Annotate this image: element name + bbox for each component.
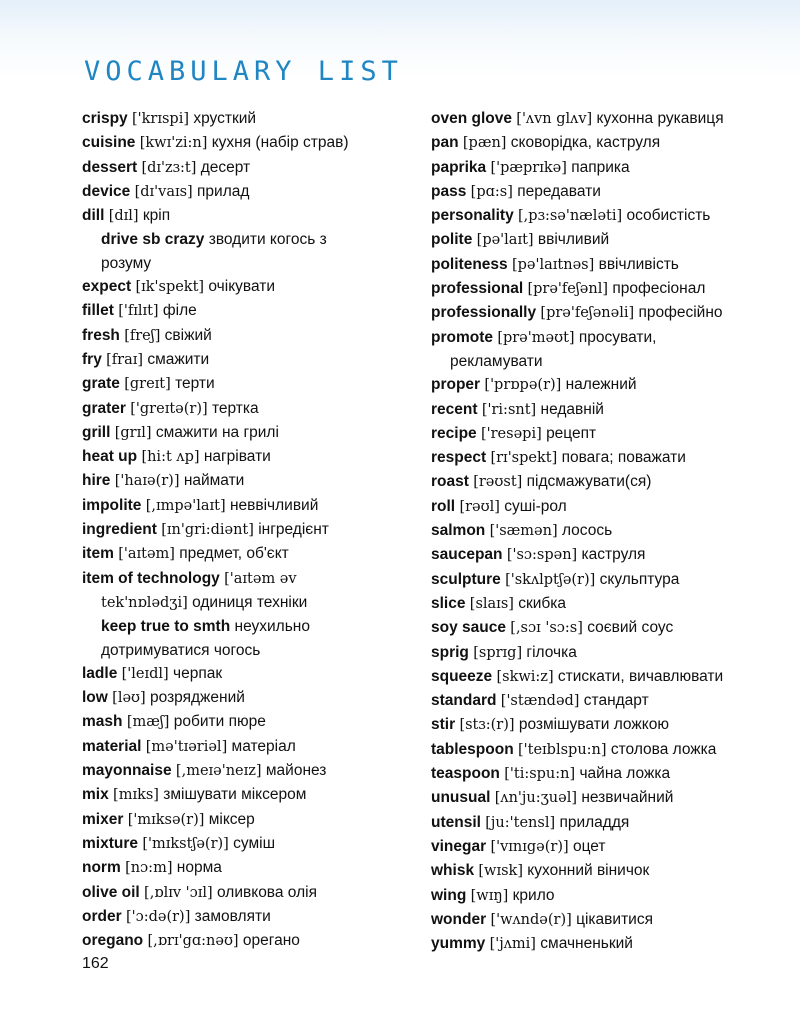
vocab-entry (431, 470, 791, 494)
vocab-translation: сковорідка, каструля (510, 134, 661, 152)
vocab-transcription: [ɪk'spekt] (135, 279, 205, 296)
vocab-word: wing (431, 886, 467, 904)
vocab-word: professional (431, 280, 524, 298)
vocab-translation: оцет (572, 837, 606, 855)
vocab-word: device (82, 182, 131, 200)
vocab-transcription: [wɪŋ] (470, 887, 509, 904)
vocab-entry (431, 786, 791, 810)
vocab-word: respect (431, 449, 487, 467)
vocab-word: recent (431, 400, 478, 418)
vocab-translation: рекламувати (450, 352, 543, 370)
vocab-word: heat up (82, 448, 138, 466)
vocab-translation: прилад (197, 182, 250, 200)
vocab-entry (82, 808, 400, 832)
vocab-entry (431, 835, 791, 859)
vocab-transcription: [,ɒlɪv 'ɔɪl] (144, 884, 213, 901)
vocab-entry (431, 932, 791, 956)
vocab-entry (431, 859, 791, 883)
vocab-entry (431, 543, 791, 567)
vocab-translation: столова ложка (610, 740, 717, 758)
vocab-entry (82, 156, 400, 180)
vocab-entry (431, 422, 791, 446)
vocab-transcription: ['ti:spu:n] (504, 766, 576, 783)
vocab-translation: повага; поважати (561, 449, 686, 467)
vocab-translation: майонез (265, 762, 327, 780)
vocab-translation: змішувати міксером (163, 786, 307, 804)
vocab-word: paprika (431, 158, 487, 176)
vocab-entry (82, 372, 400, 396)
vocab-word: fresh (82, 326, 120, 344)
vocab-entry (82, 228, 400, 251)
vocab-transcription: [mæʃ] (126, 714, 170, 731)
vocab-entry (82, 662, 400, 686)
vocab-translation: терти (175, 375, 215, 393)
vocab-transcription: [ju:'tensl] (485, 814, 556, 831)
vocab-translation: філе (162, 302, 197, 320)
vocab-word: saucepan (431, 546, 503, 564)
vocab-entry (431, 398, 791, 422)
vocab-transcription: ['sɔ:spən] (506, 547, 578, 564)
vocab-translation: норма (176, 859, 222, 877)
vocab-entry (431, 689, 791, 713)
vocab-word: fillet (82, 302, 114, 320)
vocab-word: professionally (431, 304, 537, 322)
vocab-translation: смажити на грилі (155, 423, 279, 441)
vocab-translation: професіонал (612, 280, 706, 298)
vocab-word: vinegar (431, 837, 487, 855)
vocab-transcription: [,pɜ:sə'næləti] (518, 208, 623, 225)
vocab-translation: черпак (173, 664, 223, 682)
vocab-transcription: [pɑ:s] (470, 183, 513, 200)
vocab-transcription: [dɪ'vaɪs] (134, 183, 193, 200)
vocab-word: drive sb crazy (101, 231, 205, 249)
vocab-entry (82, 567, 400, 591)
vocab-entry (82, 710, 400, 734)
vocab-entry (431, 204, 791, 228)
vocab-transcription: [stɜ:(r)] (459, 717, 515, 734)
vocab-transcription: [dɪl] (108, 208, 139, 225)
vocab-translation: робити пюре (173, 713, 266, 731)
vocab-translation: лосось (561, 522, 613, 540)
vocabulary-column-right (431, 107, 791, 956)
vocab-word: proper (431, 376, 481, 394)
vocab-entry (431, 131, 791, 155)
vocab-word: slice (431, 594, 466, 612)
vocab-entry (431, 446, 791, 470)
vocab-transcription: ['haɪə(r)] (114, 473, 180, 490)
vocab-word: mix (82, 786, 109, 804)
vocab-transcription: ['krɪspi] (131, 111, 190, 127)
vocab-translation: рецепт (546, 424, 597, 442)
vocab-transcription: ['skʌlptʃə(r)] (505, 571, 596, 588)
vocab-word: whisk (431, 862, 475, 880)
vocab-translation: ввічливий (537, 231, 610, 249)
vocab-translation: замовляти (194, 907, 271, 925)
vocab-entry (431, 519, 791, 543)
vocab-translation: смажити (147, 350, 210, 368)
vocab-translation: матеріал (231, 737, 296, 755)
vocab-entry (82, 518, 400, 542)
vocab-word: stir (431, 716, 456, 734)
vocab-translation: суміш (233, 834, 276, 852)
vocab-transcription: ['ri:snt] (481, 401, 537, 418)
vocab-word: order (82, 907, 122, 925)
vocab-translation: суші-рол (504, 497, 567, 515)
vocab-word: material (82, 737, 142, 755)
vocab-word: dessert (82, 158, 138, 176)
vocab-transcription: [ɪn'gri:diənt] (161, 522, 254, 539)
vocab-entry (431, 738, 791, 762)
vocab-word: roll (431, 497, 456, 515)
vocab-word: norm (82, 859, 121, 877)
vocab-transcription: [,sɔɪ 'sɔ:s] (510, 620, 583, 637)
vocab-transcription: ['mɪkstʃə(r)] (142, 835, 229, 852)
vocab-word: pan (431, 134, 459, 152)
vocab-translation: оливкова олія (217, 883, 317, 901)
vocab-transcription: ['ʌvn glʌv] (516, 111, 593, 127)
vocab-transcription: ['greɪtə(r)] (130, 400, 208, 417)
vocab-translation: професійно (638, 304, 723, 322)
vocabulary-column-left (82, 107, 400, 953)
vocab-transcription: [nɔ:m] (125, 860, 173, 877)
vocab-word: olive oil (82, 883, 140, 901)
vocab-translation: передавати (517, 182, 601, 200)
vocab-entry (82, 204, 400, 228)
vocab-transcription: [grɪl] (114, 424, 152, 441)
vocab-word: recipe (431, 424, 477, 442)
vocab-word: oregano (82, 932, 144, 950)
vocab-translation: свіжий (164, 326, 212, 344)
vocab-word: crispy (82, 110, 128, 127)
vocab-translation: соєвий соус (587, 619, 674, 637)
vocab-word: item of technology (82, 569, 220, 587)
vocab-translation: просувати, (578, 328, 657, 346)
vocab-translation: стискати, вичавлювати (557, 667, 724, 685)
vocab-translation: неухильно (234, 618, 310, 636)
vocab-entry (431, 326, 791, 350)
vocab-entry (431, 107, 791, 131)
vocab-word: dill (82, 207, 105, 225)
vocab-entry (431, 156, 791, 180)
vocab-transcription: ['ɔ:də(r)] (125, 908, 191, 925)
vocab-entry (431, 350, 791, 373)
vocab-word: grill (82, 423, 111, 441)
vocab-translation: інгредієнт (258, 521, 329, 539)
vocab-transcription: ['leɪdl] (121, 665, 169, 682)
vocab-word: wonder (431, 910, 487, 928)
vocab-translation: крило (512, 886, 555, 904)
vocab-word: mixer (82, 810, 124, 828)
vocab-transcription: [dɪ'zɜ:t] (141, 159, 197, 176)
vocab-entry (431, 228, 791, 252)
vocab-entry (82, 832, 400, 856)
vocab-word: standard (431, 692, 497, 710)
vocab-translation: дотримуватися чогось (101, 641, 261, 659)
vocab-entry (431, 884, 791, 908)
vocab-translation: наймати (183, 472, 245, 490)
vocab-transcription: [pæn] (462, 135, 507, 152)
vocab-transcription: [prə'məʊt] (497, 329, 575, 346)
vocab-word: mash (82, 713, 123, 731)
vocab-entry (431, 665, 791, 689)
vocab-transcription: ['jʌmi] (489, 936, 536, 953)
vocab-translation: одиниця техніки (192, 593, 308, 611)
vocab-entry (431, 762, 791, 786)
vocab-entry (82, 542, 400, 566)
vocab-entry (82, 324, 400, 348)
vocab-word: fry (82, 350, 102, 368)
vocab-word: grate (82, 375, 120, 393)
vocab-transcription: [pə'laɪt] (476, 232, 534, 249)
vocab-transcription: ['wʌndə(r)] (490, 911, 572, 928)
vocab-transcription: tek'nɒlədʒi] (101, 594, 188, 611)
vocab-translation: кухня (набір страв) (211, 134, 349, 152)
vocab-entry (431, 277, 791, 301)
vocab-word: teaspoon (431, 765, 500, 783)
vocab-translation: розуму (101, 254, 152, 272)
vocab-transcription: [greɪt] (124, 376, 171, 393)
vocab-word: utensil (431, 813, 481, 831)
vocab-transcription: ['pæprɪkə] (490, 159, 567, 176)
vocab-entry (82, 299, 400, 323)
vocab-transcription: [,meɪə'neɪz] (175, 763, 262, 780)
vocab-translation: особистість (626, 207, 711, 225)
vocab-transcription: [rɪ'spekt] (490, 450, 558, 467)
vocab-translation: гілочка (526, 643, 577, 661)
vocab-translation: кріп (142, 207, 171, 225)
vocab-transcription: [sprɪg] (473, 644, 523, 661)
vocab-translation: міксер (208, 810, 255, 828)
vocab-entry (82, 735, 400, 759)
vocab-transcription: [,ɒrɪ'gɑ:nəʊ] (147, 933, 239, 950)
vocab-transcription: ['teɪblspu:n] (517, 741, 607, 758)
vocab-translation: каструля (581, 546, 646, 564)
vocab-translation: належний (565, 376, 637, 394)
vocab-translation: підсмажувати(ся) (526, 473, 652, 491)
vocab-entry (82, 759, 400, 783)
vocab-transcription: [fraɪ] (106, 351, 144, 368)
vocab-translation: хрусткий (193, 110, 257, 127)
vocab-transcription: [ləʊ] (112, 690, 146, 707)
vocab-word: soy sauce (431, 619, 506, 637)
vocab-transcription: ['sæmən] (489, 523, 558, 540)
vocab-translation: цікавитися (576, 910, 653, 928)
vocab-word: personality (431, 207, 514, 225)
vocab-entry (431, 568, 791, 592)
vocab-transcription: [mə'tɪəriəl] (145, 738, 228, 755)
vocab-translation: неввічливий (229, 496, 319, 514)
vocab-transcription: ['stændəd] (500, 693, 580, 710)
vocab-word: pass (431, 182, 467, 200)
vocab-entry (82, 494, 400, 518)
vocab-word: polite (431, 231, 473, 249)
vocab-transcription: [freʃ] (124, 327, 161, 344)
vocab-word: unusual (431, 789, 491, 807)
vocab-translation: смачненький (540, 935, 633, 953)
vocab-transcription: [skwi:z] (496, 668, 554, 685)
vocab-transcription: [hi:t ʌp] (141, 449, 200, 466)
vocab-entry (82, 421, 400, 445)
vocab-transcription: [kwɪ'zi:n] (139, 135, 208, 152)
vocab-entry (431, 301, 791, 325)
vocab-word: ingredient (82, 521, 157, 539)
vocab-translation: стандарт (583, 692, 649, 710)
vocab-entry (82, 275, 400, 299)
vocab-entry (431, 616, 791, 640)
vocab-word: keep true to smth (101, 618, 231, 636)
vocab-transcription: ['prɒpə(r)] (484, 377, 562, 394)
vocab-transcription: ['vɪnɪgə(r)] (490, 838, 569, 855)
vocab-entry (431, 713, 791, 737)
vocab-word: squeeze (431, 667, 493, 685)
vocab-transcription: ['resəpi] (480, 425, 542, 442)
vocab-transcription: ['aɪtəm əv (224, 570, 297, 587)
vocab-translation: розряджений (150, 689, 245, 707)
vocab-word: cuisine (82, 134, 136, 152)
vocab-entry (431, 592, 791, 616)
vocab-word: impolite (82, 496, 142, 514)
vocab-translation: паприка (571, 158, 630, 176)
vocab-translation: нагрівати (203, 448, 271, 466)
vocab-entry (82, 107, 400, 131)
vocab-word: tablespoon (431, 740, 514, 758)
vocab-transcription: [,ɪmpə'laɪt] (145, 497, 226, 514)
vocab-entry (82, 348, 400, 372)
vocab-transcription: [prə'feʃənl] (527, 281, 609, 298)
vocab-word: grater (82, 399, 126, 417)
vocab-translation: недавній (540, 400, 604, 418)
vocab-entry (82, 131, 400, 155)
vocab-transcription: [rəʊst] (473, 474, 523, 491)
vocab-entry (431, 373, 791, 397)
vocab-entry (431, 811, 791, 835)
vocab-translation: очікувати (208, 278, 276, 296)
vocab-transcription: ['mɪksə(r)] (127, 811, 205, 828)
vocab-word: politeness (431, 255, 508, 273)
vocab-word: sprig (431, 643, 469, 661)
vocab-word: hire (82, 472, 111, 490)
vocab-translation: чайна ложка (579, 765, 671, 783)
vocab-translation: незвичайний (581, 789, 674, 807)
vocab-translation: розмішувати ложкою (518, 716, 669, 734)
vocab-word: promote (431, 328, 493, 346)
vocab-word: salmon (431, 522, 486, 540)
vocab-entry (82, 469, 400, 493)
vocab-entry (431, 180, 791, 204)
vocab-entry (82, 881, 400, 905)
vocab-translation: приладдя (559, 813, 630, 831)
vocab-translation: скульптура (599, 570, 680, 588)
vocab-entry (82, 929, 400, 953)
vocab-transcription: [mɪks] (113, 787, 159, 804)
vocab-transcription: [ʌn'ju:ʒuəl] (494, 790, 578, 807)
vocab-translation: зводити когось з (208, 231, 327, 249)
vocab-transcription: ['aɪtəm] (118, 546, 175, 563)
vocab-word: mixture (82, 834, 138, 852)
vocab-entry (82, 397, 400, 421)
vocab-transcription: [wɪsk] (478, 863, 523, 880)
vocab-entry (82, 591, 400, 615)
vocab-translation: орегано (242, 932, 300, 950)
vocab-word: ladle (82, 664, 118, 682)
vocab-transcription: [prə'feʃənəli] (540, 305, 635, 322)
vocab-translation: кухонна рукавиця (596, 110, 724, 127)
vocab-entry (431, 253, 791, 277)
vocab-word: yummy (431, 935, 486, 953)
vocab-entry (431, 908, 791, 932)
vocab-word: item (82, 545, 114, 563)
page-title: VOCABULARY LIST (84, 56, 403, 87)
vocab-transcription: [pə'laɪtnəs] (511, 256, 595, 273)
vocab-translation: кухонний віничок (527, 862, 650, 880)
vocab-entry (431, 495, 791, 519)
vocab-transcription: ['fɪlɪt] (118, 303, 159, 320)
vocab-word: expect (82, 278, 132, 296)
vocab-word: oven glove (431, 110, 512, 127)
vocab-translation: ввічливість (598, 255, 679, 273)
vocab-entry (431, 641, 791, 665)
vocab-entry (82, 180, 400, 204)
vocab-transcription: [rəʊl] (459, 498, 500, 515)
vocab-entry (82, 252, 400, 275)
vocab-transcription: [slaɪs] (469, 595, 514, 612)
vocab-entry (82, 445, 400, 469)
vocab-entry (82, 686, 400, 710)
vocab-word: sculpture (431, 570, 501, 588)
vocab-translation: десерт (200, 158, 251, 176)
vocab-translation: скибка (518, 594, 567, 612)
vocab-word: mayonnaise (82, 762, 172, 780)
vocab-word: roast (431, 473, 469, 491)
vocab-translation: предмет, об'єкт (179, 545, 289, 563)
page-number: 162 (82, 955, 109, 972)
vocab-entry (82, 905, 400, 929)
vocab-entry (82, 856, 400, 880)
vocab-entry (82, 639, 400, 662)
vocab-word: low (82, 689, 108, 707)
vocab-entry (82, 615, 400, 638)
vocab-translation: тертка (211, 399, 259, 417)
vocab-entry (82, 783, 400, 807)
